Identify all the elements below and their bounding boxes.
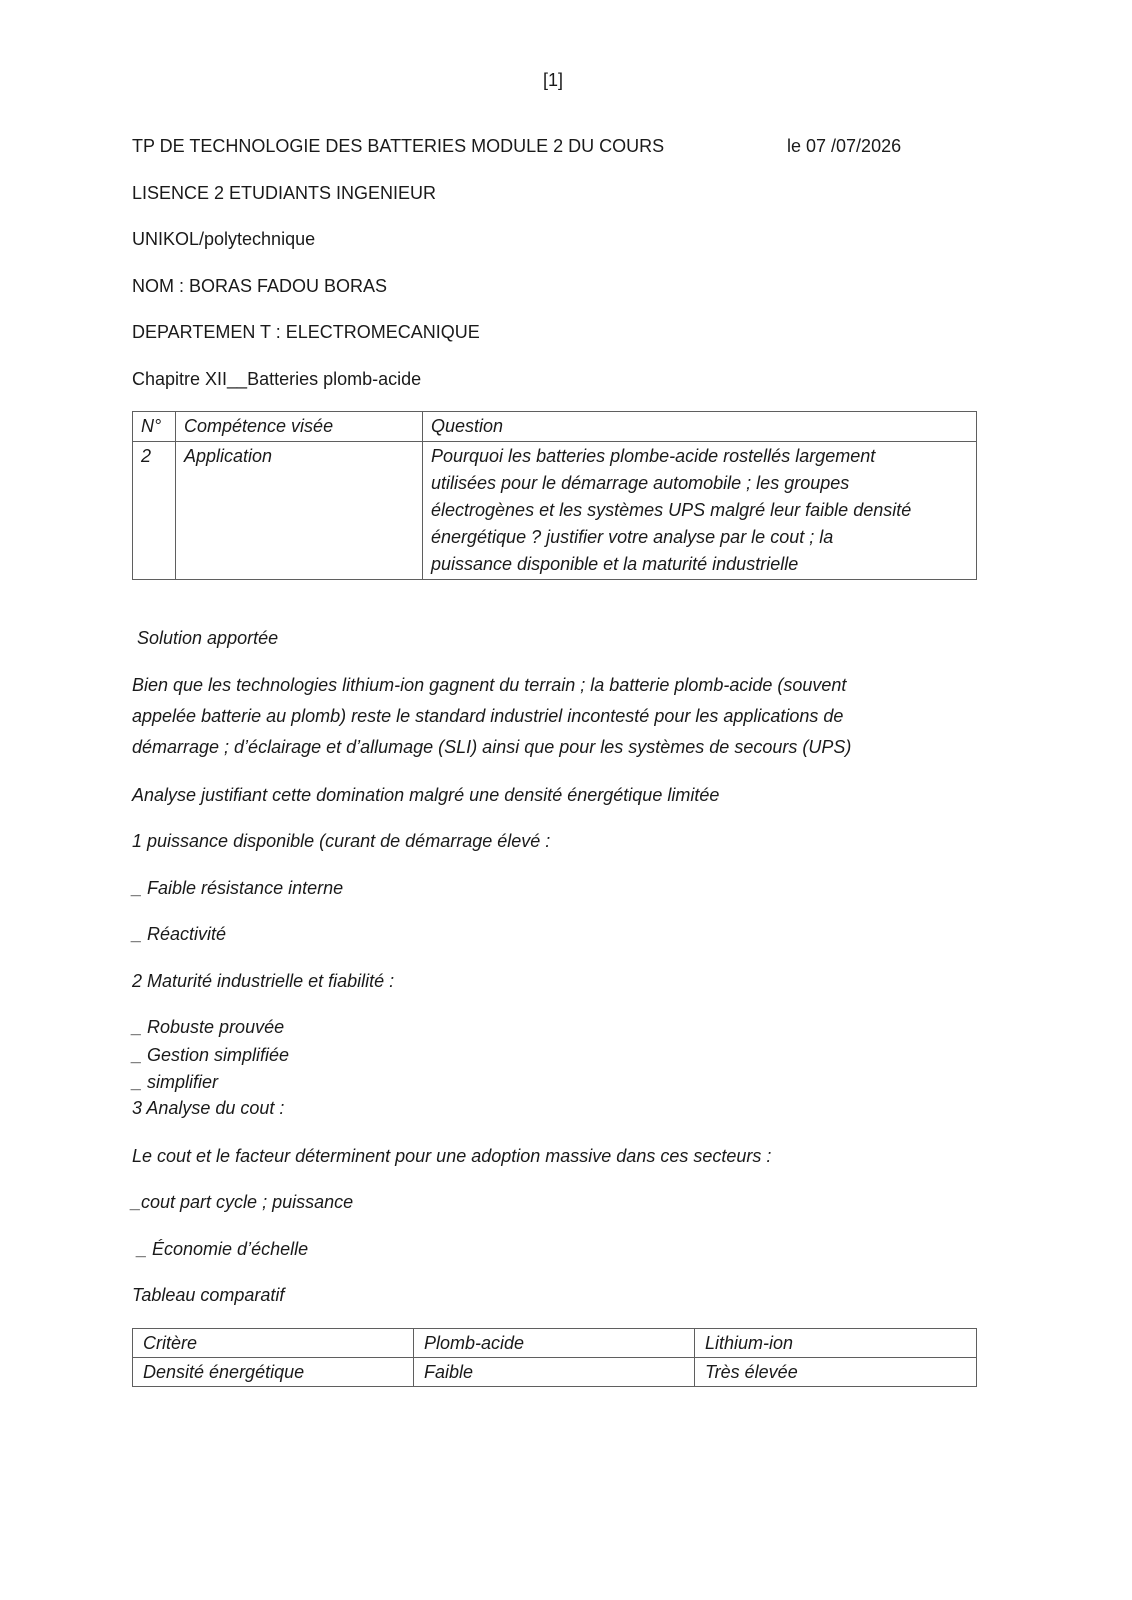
table-cell: Densité énergétique: [133, 1358, 414, 1387]
table-header-row: [133, 1329, 977, 1358]
student-name: NOM : BORAS FADOU BORAS: [132, 276, 388, 296]
solution-heading: Solution apportée: [137, 628, 279, 648]
header-lithium-ion: Lithium-ion: [695, 1329, 977, 1358]
question-number: 2: [133, 442, 176, 580]
question-competence: Application: [176, 442, 423, 580]
table-cell: Très élevée: [695, 1358, 977, 1387]
course-title: TP DE TECHNOLOGIE DES BATTERIES MODULE 2 DU COURS: [132, 136, 665, 156]
header-criterion: Critère: [133, 1329, 414, 1358]
header-number: N°: [133, 412, 176, 442]
institution: UNIKOL/polytechnique: [132, 229, 316, 249]
header-lead-acid: Plomb-acide: [414, 1329, 695, 1358]
section3-item: _cout part cycle ; puissance: [131, 1192, 354, 1212]
analysis-title: Analyse justifiant cette domination malgré une densité énergétique limitée: [132, 785, 720, 805]
student-level: LISENCE 2 ETUDIANTS INGENIEUR: [132, 183, 437, 203]
section1-item: _ Faible résistance interne: [132, 878, 344, 898]
section2-title: 2 Maturité industrielle et fiabilité :: [132, 971, 395, 991]
intro-line: appelée batterie au plomb) reste le standard industriel incontesté pour les applications de: [132, 706, 844, 726]
chapter-title: Chapitre XII__Batteries plomb-acide: [132, 369, 422, 389]
section3-item: _ Économie d’échelle: [137, 1239, 309, 1259]
section1-title: 1 puissance disponible (curant de démarrage élevé :: [132, 831, 551, 851]
table-header-row: [133, 412, 977, 442]
comparison-title: Tableau comparatif: [132, 1285, 285, 1305]
section2-item: _ simplifier: [132, 1072, 219, 1092]
table-cell: Faible: [414, 1358, 695, 1387]
question-table: [132, 411, 977, 580]
question-line: électrogènes et les systèmes UPS malgré leur faible densité: [431, 500, 912, 520]
comparison-table: [132, 1328, 977, 1387]
section3-text: Le cout et le facteur déterminent pour une adoption massive dans ces secteurs :: [132, 1146, 772, 1166]
header-competence: Compétence visée: [176, 412, 423, 442]
section2-item: _ Robuste prouvée: [132, 1017, 285, 1037]
department: DEPARTEMEN T : ELECTROMECANIQUE: [132, 322, 480, 342]
section1-item: _ Réactivité: [132, 924, 227, 944]
question-line: énergétique ? justifier votre analyse par le cout ; la: [431, 527, 834, 547]
question-text: [423, 442, 977, 580]
intro-line: Bien que les technologies lithium-ion gagnent du terrain ; la batterie plomb-acide (souvent: [132, 675, 847, 695]
section2-item: _ Gestion simplifiée: [132, 1045, 290, 1065]
table-row: [133, 1358, 977, 1387]
question-line: utilisées pour le démarrage automobile ; les groupes: [431, 473, 850, 493]
header-question: Question: [423, 412, 977, 442]
section3-title: 3 Analyse du cout :: [132, 1098, 285, 1118]
question-line: Pourquoi les batteries plombe-acide rostellés largement: [431, 446, 876, 466]
table-row: [133, 442, 977, 580]
document-date: le 07 /07/2026: [787, 136, 902, 156]
question-line: puissance disponible et la maturité industrielle: [431, 554, 799, 574]
page-number: [1]: [542, 70, 563, 90]
intro-line: démarrage ; d’éclairage et d’allumage (SLI) ainsi que pour les systèmes de secours (UPS): [132, 737, 852, 757]
